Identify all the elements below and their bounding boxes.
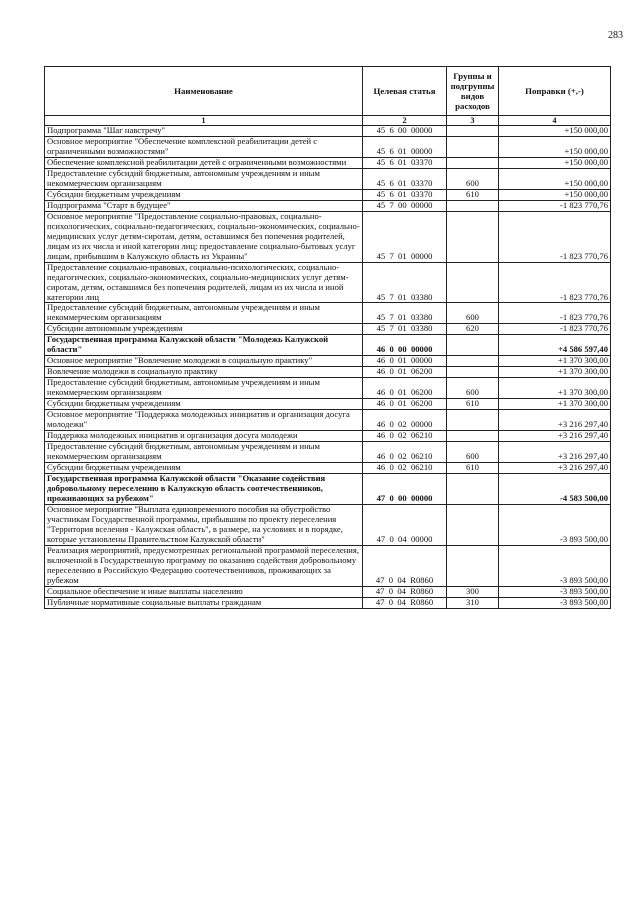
column-number: 1	[45, 116, 363, 126]
row-target-code: 46 0 02 06210	[363, 463, 447, 474]
row-expense-group: 600	[447, 303, 499, 324]
table-row	[45, 378, 611, 399]
row-name: Вовлечение молодежи в социальную практику	[45, 367, 363, 378]
row-amendment-amount: -1 823 770,76	[499, 200, 611, 211]
row-amendment-amount: -3 893 500,00	[499, 586, 611, 597]
row-target-code: 45 7 01 03380	[363, 324, 447, 335]
row-target-code: 46 0 00 00000	[363, 335, 447, 356]
row-expense-group: 600	[447, 442, 499, 463]
row-amendment-amount: -1 823 770,76	[499, 324, 611, 335]
row-amendment-amount: +1 370 300,00	[499, 378, 611, 399]
row-target-code: 46 0 01 06200	[363, 378, 447, 399]
row-amendment-amount: -3 893 500,00	[499, 545, 611, 586]
row-target-code: 45 6 01 00000	[363, 136, 447, 157]
row-target-code: 45 7 00 00000	[363, 200, 447, 211]
table-row	[45, 399, 611, 410]
row-target-code: 45 7 01 03380	[363, 262, 447, 303]
column-number: 4	[499, 116, 611, 126]
row-expense-group: 600	[447, 168, 499, 189]
row-target-code: 47 0 00 00000	[363, 473, 447, 504]
row-amendment-amount: +150 000,00	[499, 136, 611, 157]
table-row	[45, 410, 611, 431]
row-name: Подпрограмма "Старт в будущее"	[45, 200, 363, 211]
row-name: Предоставление субсидий бюджетным, автономным учреждениям и иным некоммерческим организациям	[45, 378, 363, 399]
row-amendment-amount: -1 823 770,76	[499, 262, 611, 303]
table-row	[45, 473, 611, 504]
row-amendment-amount: +1 370 300,00	[499, 367, 611, 378]
row-expense-group	[447, 545, 499, 586]
row-name: Предоставление субсидий бюджетным, автономным учреждениям и иным некоммерческим организациям	[45, 442, 363, 463]
row-target-code: 45 6 01 03370	[363, 189, 447, 200]
row-target-code: 47 0 04 R0860	[363, 597, 447, 608]
row-expense-group	[447, 410, 499, 431]
column-number: 2	[363, 116, 447, 126]
row-expense-group	[447, 126, 499, 137]
row-amendment-amount: -1 823 770,76	[499, 303, 611, 324]
row-name: Субсидии бюджетным учреждениям	[45, 399, 363, 410]
row-name: Государственная программа Калужской области "Оказание содействия добровольному переселению в Калужскую область соотечественников, проживающих за рубежом"	[45, 473, 363, 504]
column-number: 3	[447, 116, 499, 126]
table-row	[45, 504, 611, 545]
row-target-code: 46 0 01 06200	[363, 399, 447, 410]
table-row	[45, 200, 611, 211]
row-expense-group	[447, 504, 499, 545]
table-row	[45, 356, 611, 367]
row-expense-group	[447, 200, 499, 211]
table-row	[45, 586, 611, 597]
row-amendment-amount: +1 370 300,00	[499, 356, 611, 367]
row-amendment-amount: +3 216 297,40	[499, 410, 611, 431]
header-target-article: Целевая статья	[363, 67, 447, 116]
table-row	[45, 262, 611, 303]
row-target-code: 46 0 01 06200	[363, 367, 447, 378]
table-row	[45, 126, 611, 137]
row-expense-group	[447, 136, 499, 157]
row-name: Предоставление социально-правовых, социально-психологических, социально-педагогических, социально-экономических, социально-медицинских услуг детям-сиротам, детям, оставшимся без попечения родителей, лицам из их числа и иной категории лиц	[45, 262, 363, 303]
row-expense-group	[447, 356, 499, 367]
row-name: Поддержка молодежных инициатив и организация досуга молодежи	[45, 431, 363, 442]
row-amendment-amount: +150 000,00	[499, 168, 611, 189]
row-expense-group: 310	[447, 597, 499, 608]
row-expense-group: 610	[447, 189, 499, 200]
row-name: Предоставление субсидий бюджетным, автономным учреждениям и иным некоммерческим организациям	[45, 303, 363, 324]
row-target-code: 47 0 04 R0860	[363, 586, 447, 597]
row-target-code: 46 0 01 00000	[363, 356, 447, 367]
table-row	[45, 303, 611, 324]
table-row	[45, 367, 611, 378]
page-number: 283	[608, 30, 623, 41]
row-expense-group	[447, 211, 499, 262]
row-target-code: 46 0 02 06210	[363, 442, 447, 463]
table-row	[45, 189, 611, 200]
row-amendment-amount: -4 583 500,00	[499, 473, 611, 504]
row-expense-group	[447, 157, 499, 168]
row-amendment-amount: +1 370 300,00	[499, 399, 611, 410]
table-row	[45, 597, 611, 608]
row-name: Основное мероприятие "Предоставление социально-правовых, социально-психологических, социально-педагогических, социально-экономических, социально-медицинских услуг детям-сиротам, детям, оставшимся без попечения родителей, лицам из их числа и иной категории лиц; предоставление социально-бытовых услуг лицам, прибывшим в Калужскую область из Украины"	[45, 211, 363, 262]
row-target-code: 45 6 00 00000	[363, 126, 447, 137]
table-row	[45, 324, 611, 335]
table-row	[45, 431, 611, 442]
row-expense-group	[447, 335, 499, 356]
row-amendment-amount: +150 000,00	[499, 126, 611, 137]
header-amendments: Поправки (+,-)	[499, 67, 611, 116]
row-expense-group	[447, 367, 499, 378]
row-target-code: 45 6 01 03370	[363, 168, 447, 189]
table-row	[45, 545, 611, 586]
table-header-row	[45, 67, 611, 116]
row-amendment-amount: +4 586 597,40	[499, 335, 611, 356]
row-name: Публичные нормативные социальные выплаты гражданам	[45, 597, 363, 608]
row-name: Субсидии бюджетным учреждениям	[45, 189, 363, 200]
row-amendment-amount: +3 216 297,40	[499, 442, 611, 463]
table-row	[45, 136, 611, 157]
table-row	[45, 463, 611, 474]
row-expense-group	[447, 262, 499, 303]
row-name: Основное мероприятие "Поддержка молодежных инициатив и организация досуга молодежи"	[45, 410, 363, 431]
row-expense-group: 610	[447, 463, 499, 474]
row-amendment-amount: -1 823 770,76	[499, 211, 611, 262]
row-expense-group: 300	[447, 586, 499, 597]
row-target-code: 47 0 04 00000	[363, 504, 447, 545]
row-target-code: 47 0 04 R0860	[363, 545, 447, 586]
row-name: Реализация мероприятий, предусмотренных региональной программой переселения, включенной в Государственную программу по оказанию содействия добровольному переселению в Российскую Федерацию соотечественников, проживающих за рубежом	[45, 545, 363, 586]
row-target-code: 46 0 02 06210	[363, 431, 447, 442]
row-name: Основное мероприятие "Вовлечение молодежи в социальную практику"	[45, 356, 363, 367]
column-number-row	[45, 116, 611, 126]
table-row	[45, 442, 611, 463]
budget-amendments-table	[44, 66, 611, 609]
row-amendment-amount: +3 216 297,40	[499, 431, 611, 442]
row-amendment-amount: -3 893 500,00	[499, 597, 611, 608]
row-target-code: 45 7 01 03380	[363, 303, 447, 324]
row-name: Государственная программа Калужской области "Молодежь Калужской области"	[45, 335, 363, 356]
row-target-code: 46 0 02 00000	[363, 410, 447, 431]
header-expense-groups: Группы и подгруппы видов расходов	[447, 67, 499, 116]
row-name: Субсидии бюджетным учреждениям	[45, 463, 363, 474]
row-expense-group	[447, 473, 499, 504]
table-row	[45, 211, 611, 262]
table-row	[45, 157, 611, 168]
row-name: Подпрограмма "Шаг навстречу"	[45, 126, 363, 137]
row-expense-group: 610	[447, 399, 499, 410]
row-target-code: 45 7 01 00000	[363, 211, 447, 262]
row-target-code: 45 6 01 03370	[363, 157, 447, 168]
row-name: Субсидии автономным учреждениям	[45, 324, 363, 335]
row-name: Социальное обеспечение и иные выплаты населению	[45, 586, 363, 597]
table-row	[45, 168, 611, 189]
row-expense-group	[447, 431, 499, 442]
header-name: Наименование	[45, 67, 363, 116]
row-name: Предоставление субсидий бюджетным, автономным учреждениям и иным некоммерческим организациям	[45, 168, 363, 189]
table-row	[45, 335, 611, 356]
row-name: Основное мероприятие "Выплата единовременного пособия на обустройство участникам Государственной программы, прибывшим по проекту переселения "Территория вселения - Калужская область", в размере, на условиях и в порядке, которые установлены Правительством Калужской области"	[45, 504, 363, 545]
row-amendment-amount: +150 000,00	[499, 157, 611, 168]
row-amendment-amount: +3 216 297,40	[499, 463, 611, 474]
row-amendment-amount: +150 000,00	[499, 189, 611, 200]
row-expense-group: 620	[447, 324, 499, 335]
row-name: Обеспечение комплексной реабилитации детей с ограниченными возможностями	[45, 157, 363, 168]
row-name: Основное мероприятие "Обеспечение комплексной реабилитации детей с ограниченными возможностями"	[45, 136, 363, 157]
row-expense-group: 600	[447, 378, 499, 399]
row-amendment-amount: -3 893 500,00	[499, 504, 611, 545]
